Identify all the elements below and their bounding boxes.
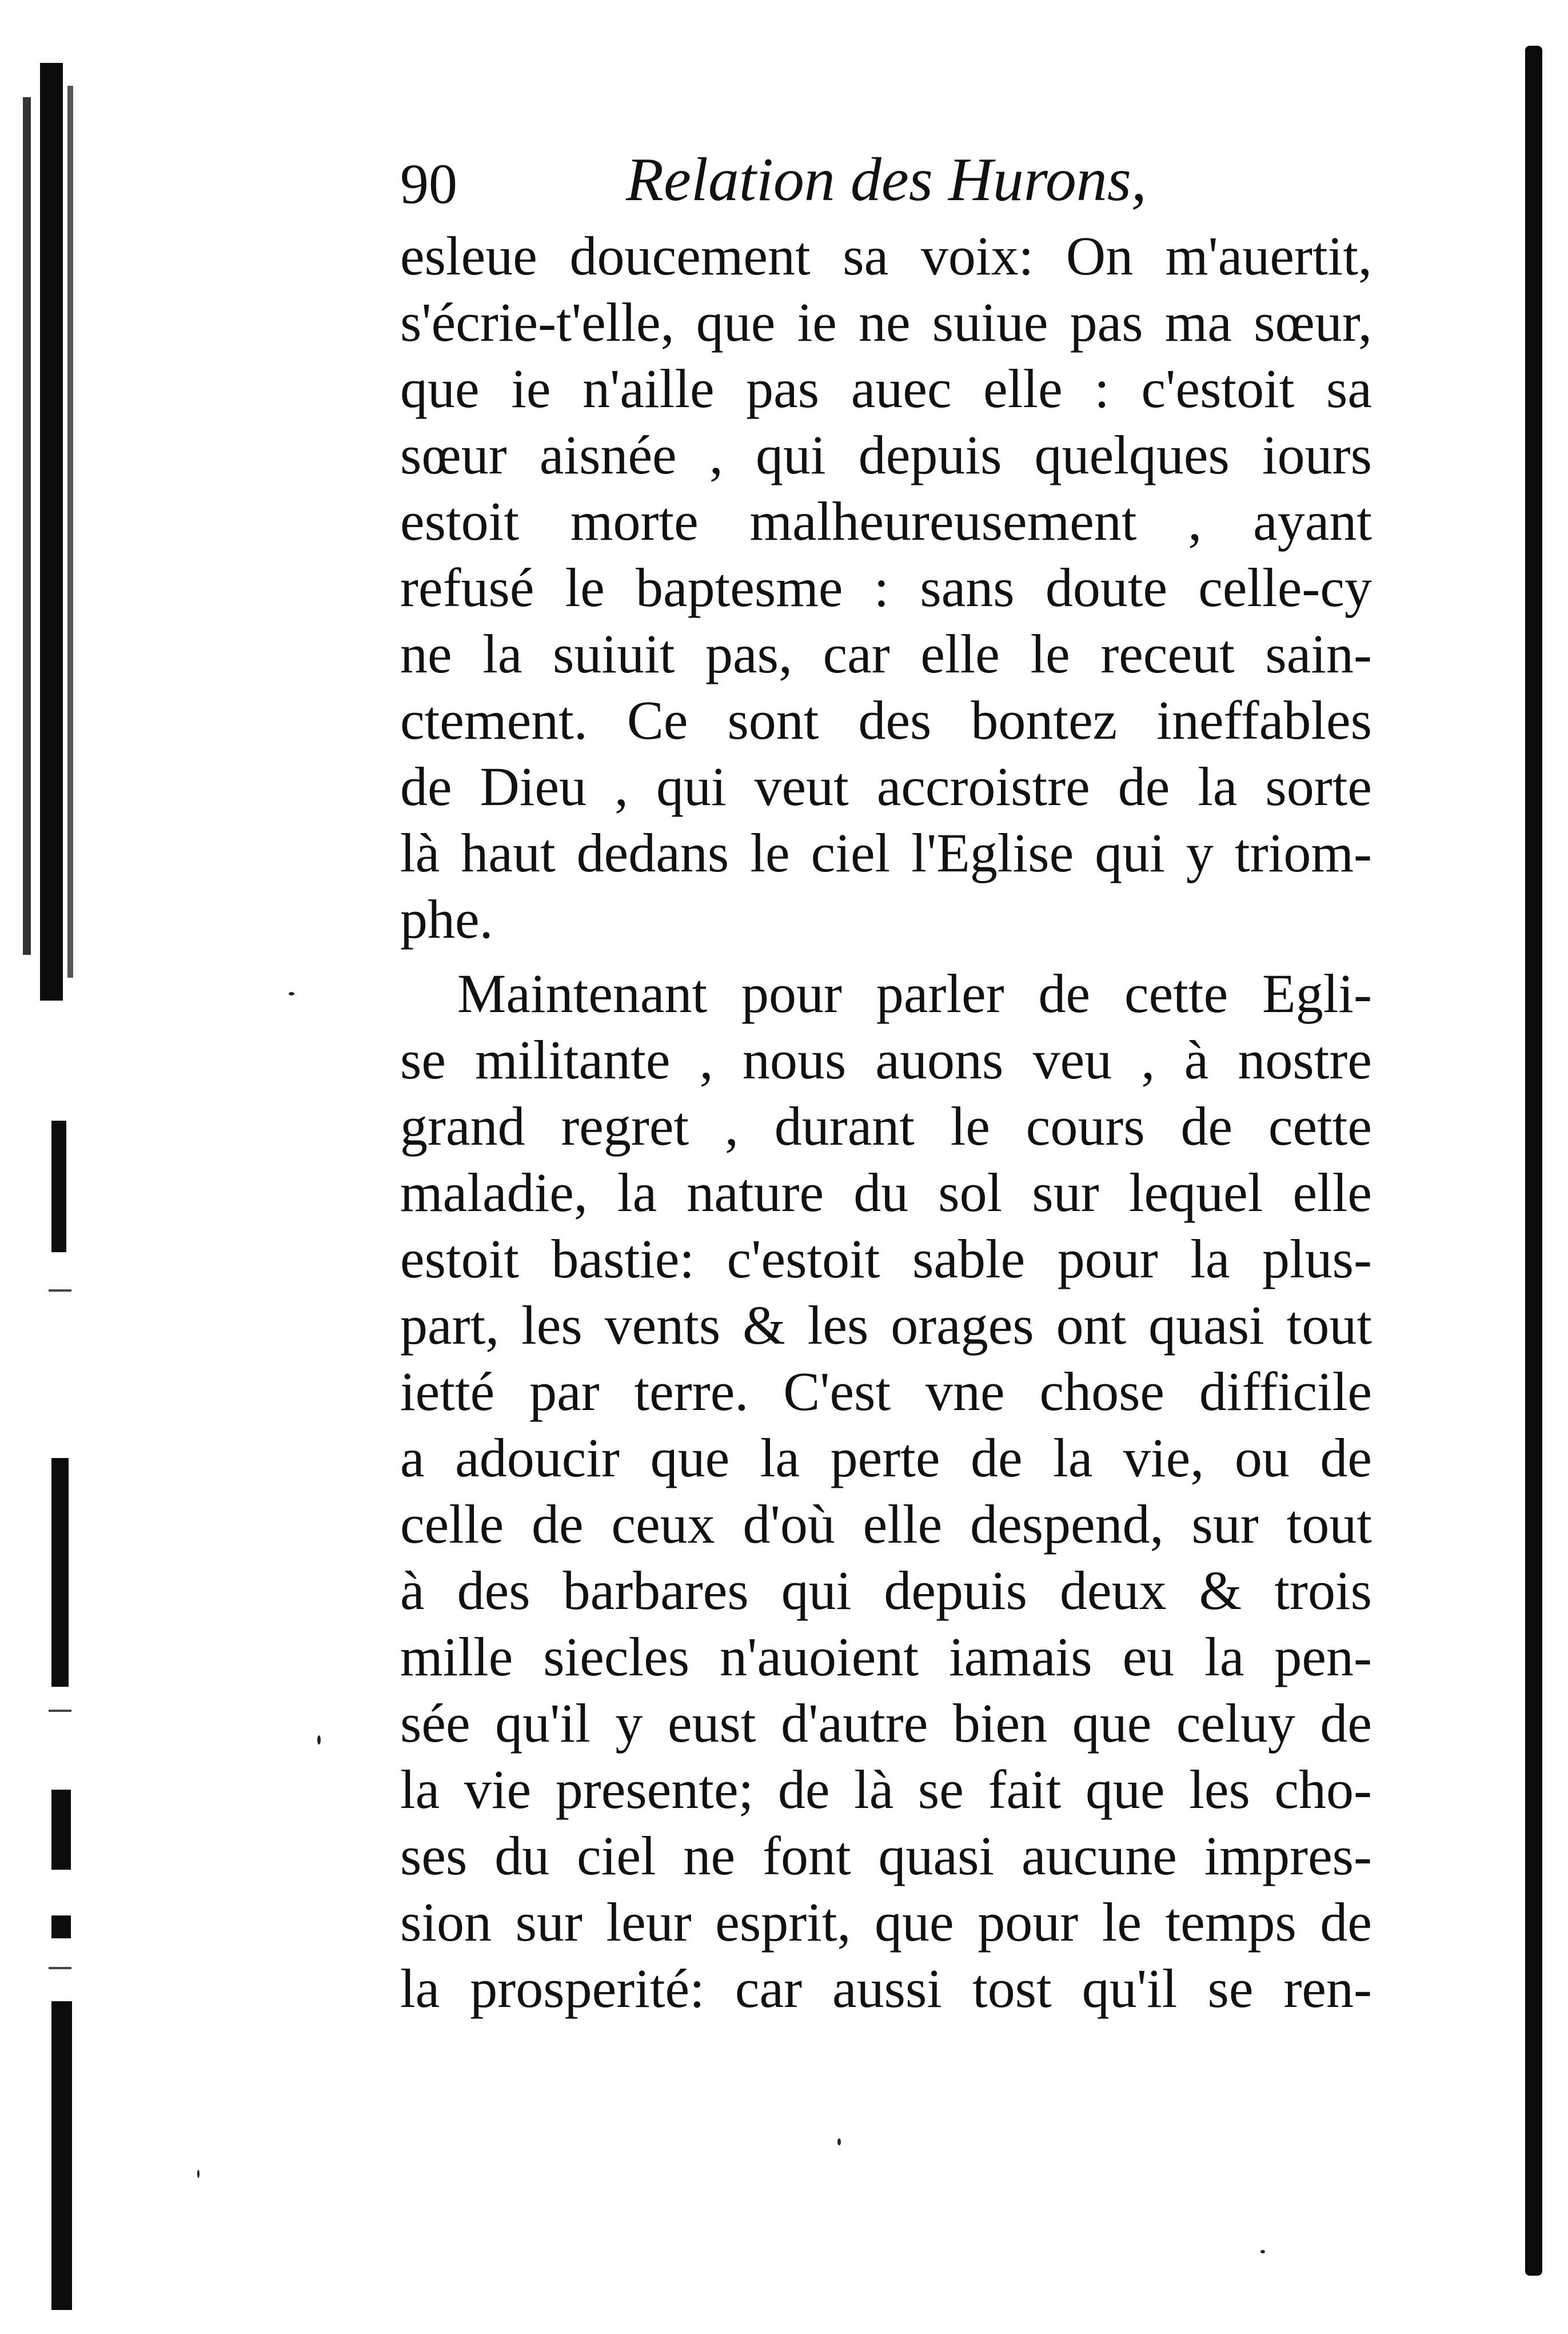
text-line: ne la suiuit pas, car elle le receut sain- [400, 623, 1372, 684]
text-line: mille siecles n'auoient iamais eu la pen- [400, 1626, 1372, 1687]
text-line: esleue doucement sa voix: On m'auertit, [400, 225, 1372, 286]
page-header [400, 143, 1383, 223]
ink-speck [197, 2170, 200, 2178]
text-line: que ie n'aille pas auec elle : c'estoit sa [400, 358, 1372, 419]
text-line: ses du ciel ne font quasi aucune impres- [400, 1825, 1372, 1886]
text-line: la vie presente; de là se fait que les cho- [400, 1759, 1372, 1820]
text-line: s'écrie-t'elle, que ie ne suiue pas ma sœur, [400, 292, 1372, 353]
running-title: Relation des Hurons, [626, 146, 1147, 214]
ink-speck [289, 992, 294, 995]
text-line: estoit morte malheureusement , ayant [400, 491, 1372, 552]
text-line: maladie, la nature du sol sur lequel elle [400, 1162, 1372, 1223]
ink-speck [317, 1735, 321, 1744]
text-line: part, les vents & les orages ont quasi tout [400, 1295, 1372, 1356]
text-line: phe. [400, 889, 493, 950]
binding-edge [17, 63, 86, 2316]
body-text [400, 223, 1372, 2022]
ink-speck [837, 2138, 841, 2145]
text-line: Maintenant pour parler de cette Egli- [457, 963, 1372, 1024]
text-line: a adoucir que la perte de la vie, ou de [400, 1427, 1372, 1488]
text-line: se militante , nous auons veu , à nostre [400, 1029, 1372, 1090]
scan-border [1525, 46, 1542, 2276]
text-line: sée qu'il y eust d'autre bien que celuy de [400, 1692, 1372, 1754]
page-number: 90 [400, 152, 457, 216]
text-line: la prosperité: car aussi tost qu'il se ren- [400, 1958, 1372, 2019]
ink-speck [1260, 2250, 1265, 2253]
text-line: là haut dedans le ciel l'Eglise qui y triom- [400, 822, 1372, 883]
text-line: sion sur leur esprit, que pour le temps de [400, 1891, 1372, 1953]
paragraph [400, 223, 1372, 953]
text-line: celle de ceux d'où elle despend, sur tout [400, 1493, 1372, 1555]
text-line: grand regret , durant le cours de cette [400, 1096, 1372, 1157]
paragraph [400, 961, 1372, 2022]
text-line: ietté par terre. C'est vne chose difficile [400, 1361, 1372, 1422]
text-line: de Dieu , qui veut accroistre de la sorte [400, 756, 1372, 817]
text-line: ctement. Ce sont des bontez ineffables [400, 690, 1372, 751]
text-line: sœur aisnée , qui depuis quelques iours [400, 424, 1372, 485]
text-line: à des barbares qui depuis deux & trois [400, 1560, 1372, 1621]
text-line: estoit bastie: c'estoit sable pour la plus- [400, 1228, 1372, 1289]
text-line: refusé le baptesme : sans doute celle-cy [400, 557, 1372, 618]
